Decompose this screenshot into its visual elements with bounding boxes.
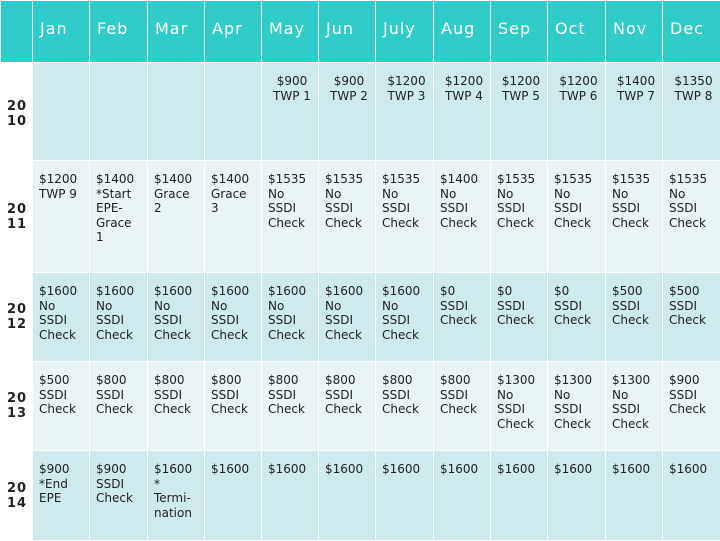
cell-line: No <box>154 299 202 314</box>
month-header-dec: Dec <box>663 1 720 63</box>
cell-line: Check <box>154 402 202 417</box>
schedule-cell <box>663 362 720 451</box>
cell-line: Check <box>440 402 488 417</box>
cell-line: $800 <box>325 373 373 388</box>
schedule-cell <box>376 63 434 161</box>
schedule-cell <box>319 362 376 451</box>
cell-line: SSDI <box>669 201 718 216</box>
cell-line: TWP 3 <box>382 89 431 104</box>
cell-line: SSDI <box>154 388 202 403</box>
cell-line: TWP 4 <box>440 89 488 104</box>
month-header-aug: Aug <box>434 1 491 63</box>
schedule-cell <box>33 362 90 451</box>
cell-line: SSDI <box>325 313 373 328</box>
year-label-line: 20 <box>7 481 32 496</box>
year-label <box>1 161 33 273</box>
cell-line: Check <box>268 328 316 343</box>
schedule-cell <box>262 63 319 161</box>
cell-line: $0 <box>440 284 488 299</box>
schedule-cell <box>376 161 434 273</box>
schedule-cell <box>33 63 90 161</box>
cell-line: TWP 6 <box>554 89 603 104</box>
corner-cell <box>1 1 33 63</box>
cell-line: $1600 <box>669 462 718 477</box>
cell-line: $1600 <box>211 284 259 299</box>
cell-line: Check <box>669 313 718 328</box>
cell-line: SSDI <box>612 201 660 216</box>
cell-line: Grace <box>96 216 145 231</box>
schedule-cell <box>376 362 434 451</box>
cell-line: $900 <box>325 74 373 89</box>
schedule-cell <box>90 63 148 161</box>
cell-line: SSDI <box>211 388 259 403</box>
schedule-cell <box>606 451 663 541</box>
cell-line: $1600 <box>39 284 87 299</box>
cell-line: No <box>497 187 545 202</box>
cell-line: $900 <box>669 373 718 388</box>
year-row <box>1 451 720 541</box>
schedule-cell <box>148 161 205 273</box>
cell-line: No <box>268 187 316 202</box>
cell-line: $1600 <box>154 462 202 477</box>
cell-line: Check <box>497 313 545 328</box>
cell-line: SSDI <box>440 201 488 216</box>
schedule-cell <box>491 161 548 273</box>
schedule-cell <box>148 362 205 451</box>
cell-line: TWP 5 <box>497 89 545 104</box>
cell-line: Check <box>325 402 373 417</box>
cell-line: Check <box>268 402 316 417</box>
cell-line: $1200 <box>39 172 87 187</box>
schedule-cell <box>663 161 720 273</box>
cell-line: No <box>497 388 545 403</box>
schedule-cell <box>319 273 376 362</box>
cell-line: TWP 9 <box>39 187 87 202</box>
cell-line: $1600 <box>96 284 145 299</box>
cell-line: $0 <box>554 284 603 299</box>
schedule-cell <box>90 362 148 451</box>
cell-line: No <box>325 187 373 202</box>
cell-line: Check <box>440 313 488 328</box>
year-label-line: 14 <box>7 496 32 511</box>
cell-line: $800 <box>440 373 488 388</box>
cell-line: TWP 2 <box>325 89 373 104</box>
cell-line: No <box>96 299 145 314</box>
cell-line: Check <box>440 216 488 231</box>
cell-line: $0 <box>497 284 545 299</box>
cell-line: $1600 <box>382 284 431 299</box>
cell-line: Check <box>497 216 545 231</box>
schedule-cell <box>434 451 491 541</box>
schedule-cell <box>33 161 90 273</box>
cell-line: SSDI <box>325 388 373 403</box>
cell-line: $800 <box>96 373 145 388</box>
cell-line: Termi- <box>154 491 202 506</box>
cell-line: $1300 <box>497 373 545 388</box>
schedule-cell <box>148 451 205 541</box>
cell-line: $800 <box>154 373 202 388</box>
month-header-mar: Mar <box>148 1 205 63</box>
year-label-line: 12 <box>7 317 32 332</box>
cell-line: 3 <box>211 201 259 216</box>
cell-line: No <box>669 187 718 202</box>
cell-line: $800 <box>382 373 431 388</box>
cell-line: $1535 <box>497 172 545 187</box>
year-row <box>1 63 720 161</box>
cell-line: $1350 <box>669 74 718 89</box>
cell-line: SSDI <box>554 402 603 417</box>
cell-line: SSDI <box>612 299 660 314</box>
cell-line: 2 <box>154 201 202 216</box>
month-header-feb: Feb <box>90 1 148 63</box>
month-header-row <box>1 1 720 63</box>
cell-line: SSDI <box>382 313 431 328</box>
year-label-line: 20 <box>7 202 32 217</box>
cell-line: $1200 <box>497 74 545 89</box>
month-header-sep: Sep <box>491 1 548 63</box>
cell-line: $1535 <box>382 172 431 187</box>
cell-line: SSDI <box>612 402 660 417</box>
schedule-cell <box>606 362 663 451</box>
cell-line: $1600 <box>154 284 202 299</box>
month-header-jun: Jun <box>319 1 376 63</box>
cell-line: Check <box>96 402 145 417</box>
year-label <box>1 63 33 161</box>
cell-line: SSDI <box>154 313 202 328</box>
cell-line: SSDI <box>440 299 488 314</box>
schedule-body <box>1 63 720 541</box>
schedule-cell <box>262 273 319 362</box>
cell-line: No <box>211 299 259 314</box>
cell-line: SSDI <box>554 299 603 314</box>
month-header-oct: Oct <box>548 1 606 63</box>
cell-line: SSDI <box>554 201 603 216</box>
cell-line: Check <box>554 417 603 432</box>
cell-line: $1200 <box>440 74 488 89</box>
schedule-cell <box>548 451 606 541</box>
schedule-cell <box>491 362 548 451</box>
schedule-cell <box>434 63 491 161</box>
cell-line: SSDI <box>669 388 718 403</box>
cell-line: Check <box>325 216 373 231</box>
cell-line: nation <box>154 506 202 521</box>
year-label <box>1 273 33 362</box>
year-row <box>1 161 720 273</box>
year-label-line: 10 <box>7 114 32 129</box>
cell-line: SSDI <box>497 402 545 417</box>
cell-line: SSDI <box>382 201 431 216</box>
cell-line: Check <box>382 216 431 231</box>
schedule-cell <box>205 63 262 161</box>
cell-line: SSDI <box>497 299 545 314</box>
schedule-cell <box>319 63 376 161</box>
cell-line: *Start <box>96 187 145 202</box>
schedule-cell <box>205 273 262 362</box>
schedule-cell <box>319 161 376 273</box>
cell-line: SSDI <box>96 477 145 492</box>
schedule-cell <box>262 362 319 451</box>
cell-line: $1600 <box>325 462 373 477</box>
year-label-line: 20 <box>7 391 32 406</box>
cell-line: Check <box>612 417 660 432</box>
schedule-cell <box>434 362 491 451</box>
cell-line: Check <box>669 402 718 417</box>
schedule-cell <box>663 273 720 362</box>
year-label-line: 20 <box>7 302 32 317</box>
schedule-cell <box>33 451 90 541</box>
schedule-cell <box>148 63 205 161</box>
cell-line: Check <box>382 328 431 343</box>
schedule-cell <box>548 161 606 273</box>
schedule-cell <box>205 161 262 273</box>
schedule-cell <box>606 273 663 362</box>
cell-line: Check <box>39 402 87 417</box>
cell-line: Check <box>554 216 603 231</box>
cell-line: $1400 <box>96 172 145 187</box>
month-header-may: May <box>262 1 319 63</box>
cell-line: $1400 <box>211 172 259 187</box>
cell-line: No <box>554 187 603 202</box>
year-label <box>1 451 33 541</box>
cell-line: $1400 <box>612 74 660 89</box>
cell-line: EPE <box>39 491 87 506</box>
cell-line: SSDI <box>382 388 431 403</box>
cell-line: SSDI <box>440 388 488 403</box>
schedule-cell <box>33 273 90 362</box>
schedule-cell <box>491 273 548 362</box>
year-row <box>1 273 720 362</box>
cell-line: Check <box>96 491 145 506</box>
cell-line: SSDI <box>268 313 316 328</box>
schedule-cell <box>434 161 491 273</box>
schedule-cell <box>548 362 606 451</box>
cell-line: TWP 8 <box>669 89 718 104</box>
cell-line: SSDI <box>325 201 373 216</box>
cell-line: TWP 1 <box>268 89 316 104</box>
cell-line: $900 <box>96 462 145 477</box>
month-header-jan: Jan <box>33 1 90 63</box>
cell-line: $1600 <box>268 462 316 477</box>
cell-line: $800 <box>211 373 259 388</box>
cell-line: Check <box>96 328 145 343</box>
cell-line: Check <box>154 328 202 343</box>
cell-line: $1600 <box>612 462 660 477</box>
cell-line: No <box>440 187 488 202</box>
cell-line: Check <box>612 313 660 328</box>
schedule-cell <box>319 451 376 541</box>
cell-line: No <box>554 388 603 403</box>
cell-line: Grace <box>211 187 259 202</box>
cell-line: *End <box>39 477 87 492</box>
cell-line: EPE- <box>96 201 145 216</box>
schedule-cell <box>90 451 148 541</box>
schedule-cell <box>90 161 148 273</box>
cell-line: $500 <box>669 284 718 299</box>
cell-line: $800 <box>268 373 316 388</box>
cell-line: Check <box>554 313 603 328</box>
cell-line: Check <box>669 216 718 231</box>
year-label-line: 20 <box>7 99 32 114</box>
cell-line: No <box>382 299 431 314</box>
cell-line: $1600 <box>554 462 603 477</box>
schedule-cell <box>205 451 262 541</box>
cell-line: No <box>325 299 373 314</box>
month-header-jul: July <box>376 1 434 63</box>
cell-line: Grace <box>154 187 202 202</box>
cell-line: $1535 <box>325 172 373 187</box>
cell-line: SSDI <box>268 388 316 403</box>
schedule-cell <box>606 161 663 273</box>
cell-line: SSDI <box>39 313 87 328</box>
cell-line: Check <box>325 328 373 343</box>
cell-line: Check <box>612 216 660 231</box>
cell-line: Check <box>268 216 316 231</box>
schedule-cell <box>491 63 548 161</box>
cell-line: No <box>382 187 431 202</box>
schedule-cell <box>205 362 262 451</box>
cell-line: $1600 <box>382 462 431 477</box>
cell-line: 1 <box>96 230 145 245</box>
schedule-cell <box>491 451 548 541</box>
schedule-cell <box>663 451 720 541</box>
cell-line: $500 <box>612 284 660 299</box>
cell-line: $1300 <box>554 373 603 388</box>
cell-line: Check <box>497 417 545 432</box>
schedule-cell <box>376 273 434 362</box>
cell-line: Check <box>39 328 87 343</box>
cell-line: $1400 <box>440 172 488 187</box>
schedule-cell <box>548 63 606 161</box>
schedule-cell <box>376 451 434 541</box>
cell-line: No <box>612 388 660 403</box>
cell-line: TWP 7 <box>612 89 660 104</box>
cell-line: SSDI <box>96 388 145 403</box>
cell-line: SSDI <box>211 313 259 328</box>
cell-line: $1535 <box>612 172 660 187</box>
cell-line: No <box>268 299 316 314</box>
schedule-cell <box>262 451 319 541</box>
year-label-line: 13 <box>7 406 32 421</box>
cell-line: $1300 <box>612 373 660 388</box>
month-header-nov: Nov <box>606 1 663 63</box>
cell-line: SSDI <box>669 299 718 314</box>
cell-line: $900 <box>268 74 316 89</box>
schedule-cell <box>262 161 319 273</box>
year-label <box>1 362 33 451</box>
schedule-cell <box>148 273 205 362</box>
month-header-apr: Apr <box>205 1 262 63</box>
cell-line: $1535 <box>268 172 316 187</box>
year-label-line: 11 <box>7 217 32 232</box>
cell-line: SSDI <box>96 313 145 328</box>
cell-line: $1600 <box>440 462 488 477</box>
cell-line: SSDI <box>39 388 87 403</box>
schedule-cell <box>90 273 148 362</box>
cell-line: $500 <box>39 373 87 388</box>
cell-line: $900 <box>39 462 87 477</box>
cell-line: Check <box>382 402 431 417</box>
cell-line: $1200 <box>554 74 603 89</box>
cell-line: $1200 <box>382 74 431 89</box>
cell-line: No <box>39 299 87 314</box>
cell-line: $1600 <box>211 462 259 477</box>
schedule-cell <box>606 63 663 161</box>
cell-line: Check <box>211 328 259 343</box>
cell-line: $1535 <box>554 172 603 187</box>
cell-line: Check <box>211 402 259 417</box>
schedule-cell <box>663 63 720 161</box>
cell-line: $1600 <box>497 462 545 477</box>
cell-line: $1535 <box>669 172 718 187</box>
cell-line: $1600 <box>325 284 373 299</box>
cell-line: $1600 <box>268 284 316 299</box>
cell-line: SSDI <box>268 201 316 216</box>
schedule-cell <box>548 273 606 362</box>
year-row <box>1 362 720 451</box>
cell-line: $1400 <box>154 172 202 187</box>
schedule-cell <box>434 273 491 362</box>
cell-line: * <box>154 477 202 492</box>
cell-line: SSDI <box>497 201 545 216</box>
cell-line: No <box>612 187 660 202</box>
